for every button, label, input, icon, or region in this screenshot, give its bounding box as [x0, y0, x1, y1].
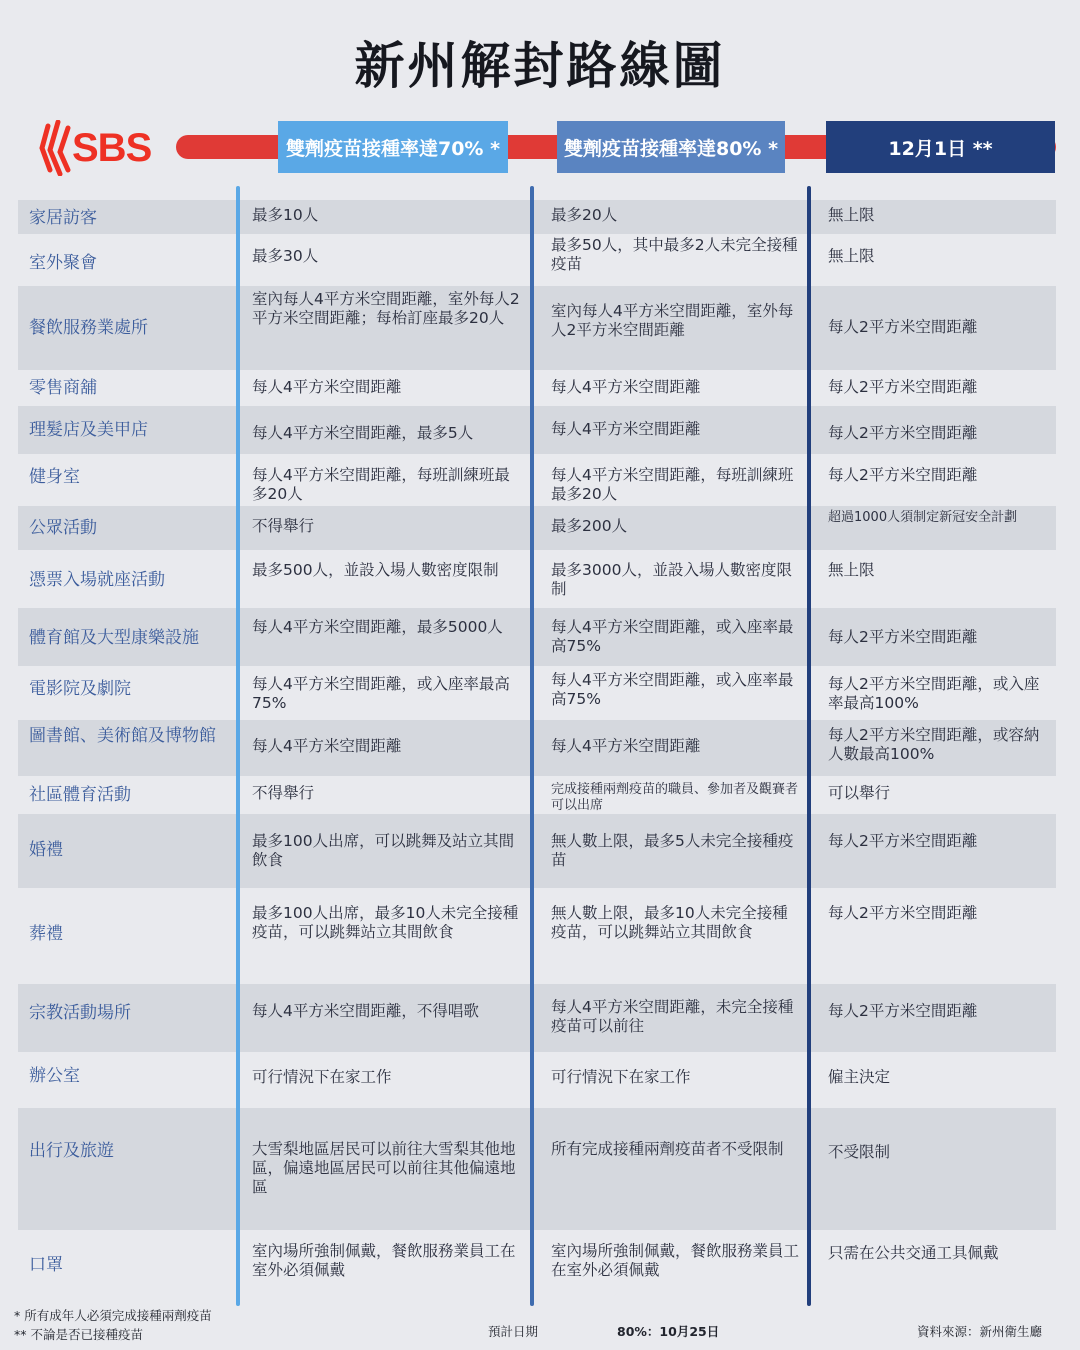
cell-stage-70: 最多500人，並設入場人數密度限制	[252, 561, 499, 579]
table-row	[18, 778, 1056, 812]
row-category: 體育館及大型康樂設施	[29, 628, 199, 648]
cell-stage-80: 最多200人	[551, 517, 628, 535]
cell-stage-dec1: 每人2平方米空間距離	[828, 378, 978, 396]
cell-stage-dec1: 僱主決定	[828, 1068, 891, 1086]
row-category: 圖書館、美術館及博物館	[29, 726, 216, 746]
cell-stage-80: 最多50人，其中最多2人未完全接種疫苗	[551, 236, 798, 273]
row-category: 婚禮	[29, 840, 63, 860]
row-category: 社區體育活動	[29, 785, 131, 805]
cell-stage-70: 每人4平方米空間距離，最多5人	[252, 424, 474, 442]
row-category: 憑票入場就座活動	[29, 570, 165, 590]
cell-stage-dec1: 每人2平方米空間距離，或入座率最高100%	[828, 675, 1040, 712]
cell-stage-80: 每人4平方米空間距離，每班訓練班最多20人	[551, 466, 794, 503]
cell-stage-dec1: 可以舉行	[828, 784, 891, 802]
row-category: 公眾活動	[29, 518, 97, 538]
table-row	[18, 1232, 1056, 1298]
cell-stage-dec1: 不受限制	[828, 1143, 891, 1161]
table-row	[18, 200, 1056, 234]
cell-stage-80: 每人4平方米空間距離	[551, 737, 701, 755]
table-row	[18, 890, 1056, 982]
row-category: 健身室	[29, 467, 80, 487]
cell-stage-dec1: 每人2平方米空間距離	[828, 904, 978, 922]
table-row	[18, 1054, 1056, 1106]
cell-stage-70: 每人4平方米空間距離	[252, 737, 402, 755]
cell-stage-dec1: 無上限	[828, 561, 875, 579]
cell-stage-70: 可行情況下在家工作	[252, 1068, 392, 1086]
cell-stage-70: 最多100人出席，可以跳舞及站立其間飲食	[252, 832, 515, 869]
cell-stage-80: 每人4平方米空間距離，未完全接種疫苗可以前往	[551, 998, 794, 1035]
cell-stage-70: 每人4平方米空間距離，最多5000人	[252, 618, 503, 636]
row-category: 室外聚會	[29, 253, 97, 273]
cell-stage-80: 完成接種兩劑疫苗的職員、參加者及觀賽者可以出席	[551, 782, 799, 813]
cell-stage-dec1: 無上限	[828, 206, 875, 224]
cell-stage-dec1: 每人2平方米空間距離	[828, 1002, 978, 1020]
cell-stage-dec1: 每人2平方米空間距離	[828, 628, 978, 646]
table-row	[18, 286, 1056, 370]
cell-stage-80: 每人4平方米空間距離，或入座率最高75%	[551, 618, 794, 655]
row-category: 理髮店及美甲店	[29, 420, 148, 440]
table-row	[18, 814, 1056, 888]
row-category: 口罩	[29, 1255, 63, 1275]
table-row	[18, 668, 1056, 718]
column-divider-dec1	[807, 186, 811, 1306]
cell-stage-70: 每人4平方米空間距離	[252, 378, 402, 396]
cell-stage-80: 無人數上限，最多10人未完全接種疫苗，可以跳舞站立其間飲食	[551, 904, 788, 941]
cell-stage-dec1: 每人2平方米空間距離	[828, 318, 978, 336]
row-category: 葬禮	[29, 924, 63, 944]
cell-stage-70: 每人4平方米空間距離，或入座率最高75%	[252, 675, 510, 712]
stage-header-70: 雙劑疫苗接種率達70% *	[278, 121, 508, 173]
cell-stage-dec1: 每人2平方米空間距離	[828, 424, 978, 442]
table-row	[18, 552, 1056, 606]
table-row	[18, 608, 1056, 666]
row-category: 辦公室	[29, 1066, 80, 1086]
cell-stage-80: 最多3000人，並設入場人數密度限制	[551, 561, 792, 598]
table-row	[18, 984, 1056, 1052]
cell-stage-80: 每人4平方米空間距離	[551, 420, 701, 438]
stage-header-80: 雙劑疫苗接種率達80% *	[557, 121, 785, 173]
footnote-1: * 所有成年人必須完成接種兩劑疫苗	[14, 1308, 212, 1323]
cell-stage-80: 最多20人	[551, 206, 618, 224]
cell-stage-70: 不得舉行	[252, 784, 315, 802]
cell-stage-80: 室內每人4平方米空間距離，室外每人2平方米空間距離	[551, 302, 794, 339]
cell-stage-70: 大雪梨地區居民可以前往大雪梨其他地區，偏遠地區居民可以前往其他偏遠地區	[252, 1140, 516, 1196]
logo-text: SBS	[72, 126, 152, 170]
cell-stage-80: 每人4平方米空間距離	[551, 378, 701, 396]
cell-stage-70: 每人4平方米空間距離，不得唱歌	[252, 1002, 479, 1020]
table-row	[18, 506, 1056, 550]
stage-header-dec1: 12月1日 **	[826, 121, 1055, 173]
table-row	[18, 236, 1056, 284]
footnote-2: ** 不論是否已接種疫苗	[14, 1327, 143, 1342]
table-row	[18, 720, 1056, 776]
cell-stage-dec1: 每人2平方米空間距離	[828, 832, 978, 850]
cell-stage-70: 不得舉行	[252, 517, 315, 535]
estimated-date-label: 預計日期	[488, 1324, 539, 1339]
cell-stage-dec1: 每人2平方米空間距離，或容納人數最高100%	[828, 726, 1040, 763]
row-category: 宗教活動場所	[29, 1003, 131, 1023]
row-category: 出行及旅遊	[29, 1141, 114, 1161]
sbs-logo	[38, 120, 168, 176]
cell-stage-dec1: 只需在公共交通工具佩戴	[828, 1244, 999, 1262]
table-row	[18, 372, 1056, 404]
table-row	[18, 406, 1056, 454]
page-title: 新州解封路線圖	[354, 37, 726, 95]
row-category: 零售商舖	[29, 378, 97, 398]
cell-stage-70: 最多10人	[252, 206, 319, 224]
cell-stage-80: 每人4平方米空間距離，或入座率最高75%	[551, 671, 794, 708]
row-category: 家居訪客	[29, 208, 97, 228]
source-note: 資料來源：新州衛生廳	[917, 1324, 1043, 1339]
table-row	[18, 456, 1056, 504]
cell-stage-dec1: 每人2平方米空間距離	[828, 466, 978, 484]
cell-stage-80: 無人數上限，最多5人未完全接種疫苗	[551, 832, 794, 869]
cell-stage-dec1: 超過1000人須制定新冠安全計劃	[828, 510, 1018, 525]
row-category: 電影院及劇院	[29, 679, 131, 699]
cell-stage-70: 每人4平方米空間距離，每班訓練班最多20人	[252, 466, 510, 503]
cell-stage-70: 最多30人	[252, 247, 319, 265]
cell-stage-70: 最多100人出席，最多10人未完全接種疫苗，可以跳舞站立其間飲食	[252, 904, 519, 941]
cell-stage-70: 室內每人4平方米空間距離，室外每人2平方米空間距離；每枱訂座最多20人	[252, 290, 520, 327]
cell-stage-80: 所有完成接種兩劑疫苗者不受限制	[551, 1140, 784, 1158]
cell-stage-70: 室內場所強制佩戴，餐飲服務業員工在室外必須佩戴	[252, 1242, 516, 1279]
table-row	[18, 1108, 1056, 1230]
estimated-date-value: 80%：10月25日	[617, 1324, 720, 1339]
column-divider-80	[530, 186, 534, 1306]
cell-stage-80: 室內場所強制佩戴，餐飲服務業員工在室外必須佩戴	[551, 1242, 800, 1279]
cell-stage-80: 可行情況下在家工作	[551, 1068, 691, 1086]
row-category: 餐飲服務業處所	[29, 318, 148, 338]
column-divider-70	[236, 186, 240, 1306]
cell-stage-dec1: 無上限	[828, 247, 875, 265]
